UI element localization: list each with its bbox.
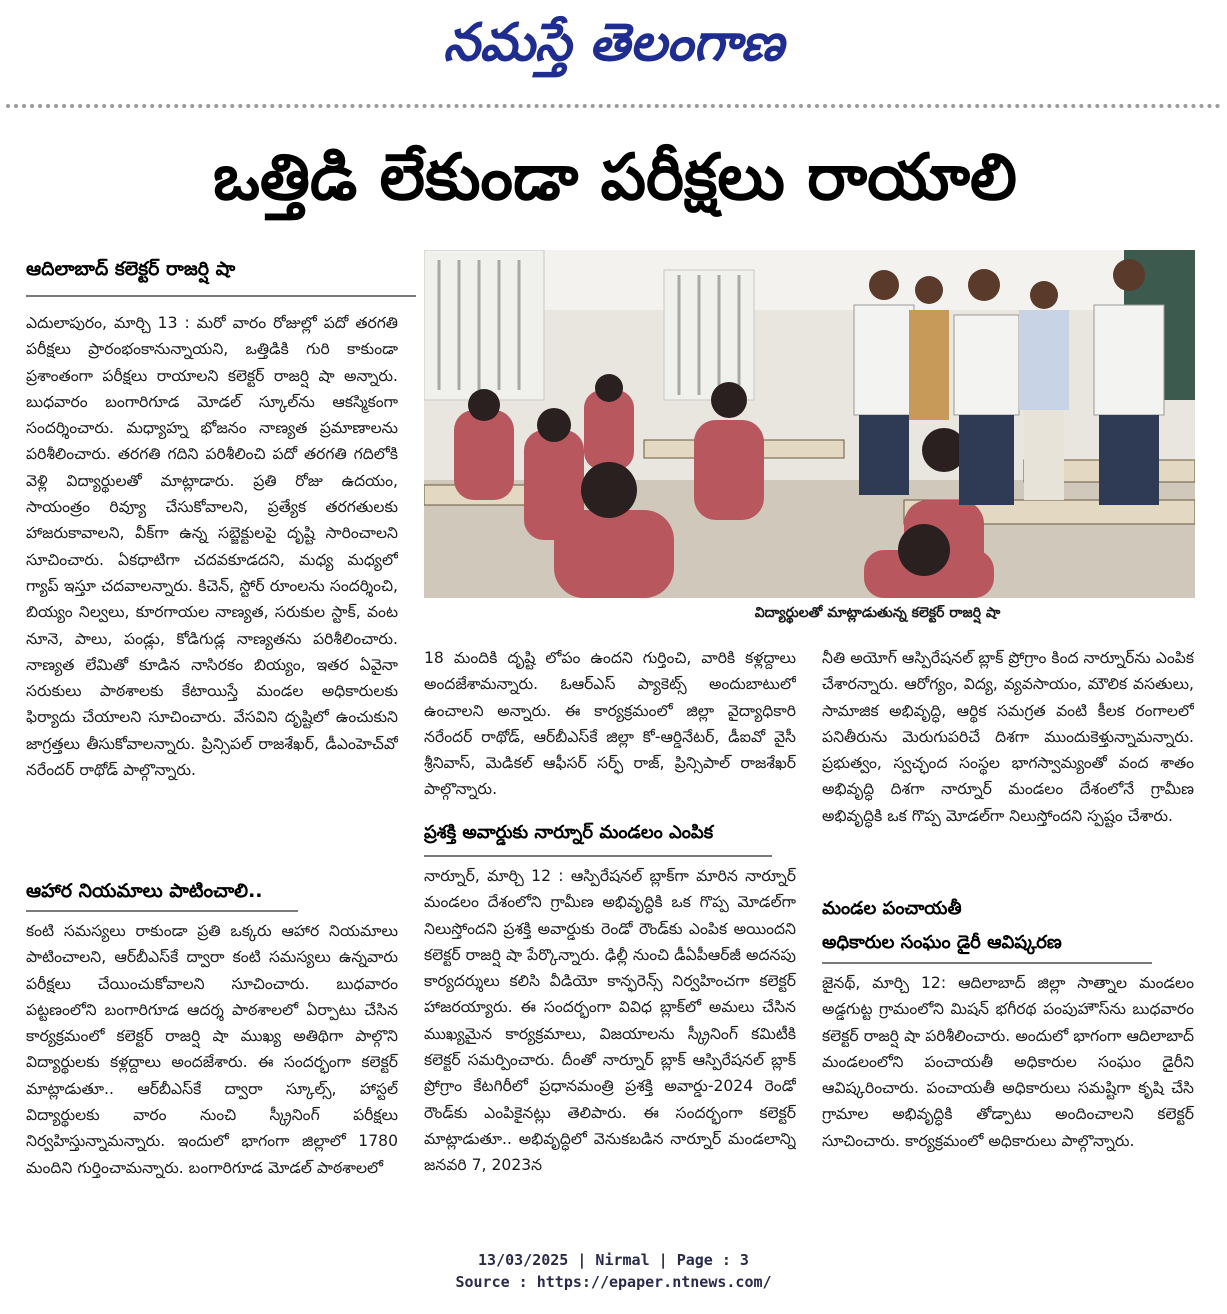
byline: ఆదిలాబాద్ కలెక్టర్ రాజర్షి షా xyxy=(26,258,236,280)
article-award-col2 xyxy=(424,863,796,1233)
footer-source-line: Source : https://epaper.ntnews.com/ xyxy=(455,1273,772,1291)
photo-caption: విద్యార్థులతో మాట్లాడుతున్న కలెక్టర్ రాజర్షి షా xyxy=(754,605,1001,621)
article-main-body xyxy=(26,310,398,865)
article-diary-body xyxy=(822,970,1194,1230)
byline-rule xyxy=(26,295,416,297)
diary-subhead-rule xyxy=(822,962,1152,964)
diary-subhead-line1: మండల పంచాయతీ xyxy=(822,898,962,919)
article-award-col3 xyxy=(822,645,1194,890)
article-diary-text: జైనథ్, మార్చి 12: ఆదిలాబాద్ జిల్లా సాత్నాల మండలం అడ్డగుట్ట గ్రామంలోని మిషన్ భగీరథ పంపుహౌస్‌ను బుధవారం కలెక్టర్ రాజర్షి షా పరిశీలించారు. అందులో భాగంగా ఆదిలాబాద్ మండలంలోని పంచాయతీ అధికారుల సంఘం డైరీని ఆవిష్కరించారు. పంచాయతీ అధికారులు సమష్టిగా కృషి చేసి గ్రామాల అభివృద్ధికి తోడ్పాటు అందించాలని కలెక్టర్ సూచించారు. కార్యక్రమంలో అధికారులు పాల్గొన్నారు. xyxy=(822,974,1194,1150)
footer-date-line: 13/03/2025 | Nirmal | Page : 3 xyxy=(478,1251,749,1269)
masthead-divider xyxy=(6,104,1221,108)
article-food-text-1: కంటి సమస్యలు రాకుండా ప్రతి ఒక్కరు ఆహార నియమాలు పాటించాలని, ఆర్‌బీఎస్‌కే ద్వారా కంటి సమస్యలు ఉన్నవారు పరీక్షలు చేయించుకోవాలని సూచించారు. బుధవారం పట్టణంలోని బంగారిగూడ ఆదర్శ పాఠశాలలో ఏర్పాటు చేసిన కార్యక్రమంలో కలెక్టర్ రాజర్షి షా ముఖ్య అతిథిగా పాల్గొని విద్యార్థులకు కళ్లద్దాలు అందజేశారు. ఈ సందర్భంగా కలెక్టర్ మాట్లాడుతూ.. ఆర్‌బీఎస్‌కే ద్వారా స్కూల్స్, హాస్టల్ విద్యార్థులకు వారం నుంచి స్క్రీనింగ్ పరీక్షలు నిర్వహిస్తున్నామన్నారు. ఇందులో భాగంగా జిల్లాలో 1780 మందిని గుర్తించామన్నారు. బంగారిగూడ మోడల్ పాఠశాలలో xyxy=(26,922,398,1177)
food-subhead: ఆహార నియమాలు పాటించాలి.. xyxy=(26,880,263,902)
article-food-col1 xyxy=(26,918,398,1230)
article-award-text-2: నార్నూర్, మార్చి 12 : ఆస్పిరేషనల్ బ్లాక్‌గా మారిన నార్నూర్ మండలం దేశంలోని గ్రామీణ అభివృద్ధికి ఒక గొప్ప మోడల్‌గా నిలుస్తోందని ప్రశక్తి అవార్డుకు రెండో రౌండ్‌కు ఎంపిక అయిందని కలెక్టర్ రాజర్షి షా పేర్కొన్నారు. ఢిల్లీ నుంచి డీఏపీఆర్‌జీ అదనపు కార్యదర్శులు కలిసి వీడియో కాన్ఫరెన్స్ నిర్వహించగా కలెక్టర్ హాజరయ్యారు. ఈ సందర్భంగా వివిధ బ్లాక్‌లో అమలు చేసిన ముఖ్యమైన కార్యక్రమాలు, విజయాలను స్క్రీనింగ్ కమిటీకి కలెక్టర్ సమర్పించారు. దీంతో నార్నూర్ బ్లాక్ ఆస్పిరేషనల్ బ్లాక్ ప్రోగ్రాం కేటగిరీలో ప్రధానమంత్రి ప్రశక్తి అవార్డు-2024 రెండో రౌండ్‌కు ఎంపికైనట్లు తెలిపారు. ఈ సందర్భంగా కలెక్టర్ మాట్లాడుతూ.. అభివృద్ధిలో వెనుకబడిన నార్నూర్ మండలాన్ని జనవరి 7, 2023న xyxy=(424,867,796,1175)
classroom-photo xyxy=(424,250,1195,598)
diary-subhead-line2: అధికారుల సంఘం డైరీ ఆవిష్కరణ xyxy=(822,932,1062,953)
award-subhead: ప్రశక్తి అవార్డుకు నార్నూర్ మండలం ఎంపిక xyxy=(424,822,714,843)
masthead-logo: నమస్తే తెలంగాణ xyxy=(443,12,784,73)
article-award-text-3: నీతి అయోగ్ ఆస్పిరేషనల్ బ్లాక్ ప్రోగ్రాం కింద నార్నూర్‌ను ఎంపిక చేశారన్నారు. ఆరోగ్యం, విద్య, వ్యవసాయం, మౌలిక వసతులు, సామాజిక అభివృద్ధి, ఆర్థిక సమగ్రత వంటి కీలక రంగాలలో పనితీరును మెరుగుపరిచే దిశగా ముందుకెళ్తున్నామన్నారు. ప్రభుత్వం, స్వచ్ఛంద సంస్థల భాగస్వామ్యంతో వంద శాతం అభివృద్ధి దిశగా నార్నూర్ మండలం దేశంలోనే గ్రామీణ అభివృద్ధికి ఒక గొప్ప మోడల్‌గా నిలుస్తోందని స్పష్టం చేశారు. xyxy=(822,649,1194,825)
article-food-col2 xyxy=(424,645,796,805)
article-food-text-2: 18 మందికి దృష్టి లోపం ఉందని గుర్తించి, వారికి కళ్లద్దాలు అందజేశామన్నారు. ఓఆర్‌ఎస్ ప్యాకెట్స్ అందుబాటులో ఉంచాలని అన్నారు. ఈ కార్యక్రమంలో జిల్లా వైద్యాధికారి నరేందర్ రాథోడ్, ఆర్‌బీఎస్‌కే జిల్లా కో-ఆర్డినేటర్, డీఐవో వైసీ శ్రీనివాస్, మెడికల్ ఆఫీసర్ సర్ఫ్ రాజ్, ప్రిన్సిపాల్ రాజశేఖర్ పాల్గొన్నారు. xyxy=(424,649,796,799)
classroom-photo-graphic xyxy=(424,250,1195,598)
article-main-text: ఎదులాపురం, మార్చి 13 : మరో వారం రోజుల్లో పదో తరగతి పరీక్షలు ప్రారంభంకానున్నాయని, ఒత్తిడికి గురి కాకుండా ప్రశాంతంగా పరీక్షలు రాయాలని కలెక్టర్ రాజర్షి షా అన్నారు. బుధవారం బంగారిగూడ మోడల్ స్కూల్‌ను ఆకస్మికంగా సందర్శించారు. మధ్యాహ్న భోజనం నాణ్యత ప్రమాణాలను పరిశీలించారు. తరగతి గదిని పరిశీలించి పదో తరగతి గదిలోకి వెళ్లి విద్యార్థులతో మాట్లాడారు. ప్రతి రోజు ఉదయం, సాయంత్రం రివ్యూ చేసుకోవాలని, ప్రత్యేక తరగతులకు హాజరుకావాలని, వీక్‌గా ఉన్న సబ్జెక్టులపై దృష్టి సారించాలని సూచించారు. ఏకధాటిగా చదవకూడదని, మధ్య మధ్యలో గ్యాప్ ఇస్తూ చదవాలన్నారు. కిచెన్, స్టోర్ రూంలను సందర్శించి, బియ్యం నిల్వలు, కూరగాయల నాణ్యత, సరుకుల స్టాక్, వంట నూనె, పాలు, పండ్లు, కోడిగుడ్ల నాణ్యతను పరిశీలించారు. నాణ్యత లేమితో కూడిన నాసిరకం బియ్యం, ఇతర ఏవైనా సరుకులు పాఠశాలకు కేటాయిస్తే మండల అధికారులకు ఫిర్యాదు చేయాలని సూచించారు. వేసవిని దృష్టిలో ఉంచుకుని జాగ్రత్తలు తీసుకోవాలన్నారు. ప్రిన్సిపల్ రాజశేఖర్, డీఎంహెచ్‌వో నరేందర్ రాథోడ్ పాల్గొన్నారు. xyxy=(26,314,398,780)
food-subhead-rule xyxy=(26,910,298,912)
award-subhead-rule xyxy=(424,855,772,857)
headline: ఒత్తిడి లేకుండా పరీక్షలు రాయాలి xyxy=(213,141,1017,215)
